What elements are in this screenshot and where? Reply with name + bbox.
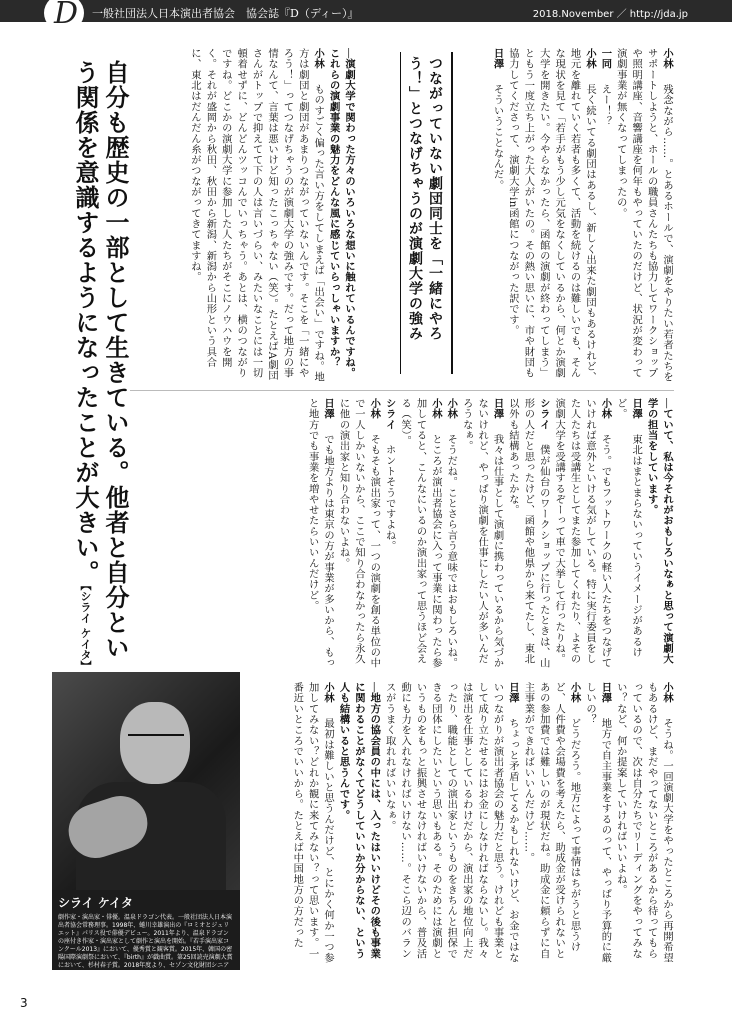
dialogue-text: ていて、私は今それがおもしろいなぁと思って演劇大学の担当をしています。 — [645, 398, 673, 665]
dialogue-paragraph — [551, 398, 613, 672]
callout-title: つながっていない劇団同士を「一緒にやろう！」とつなげちゃうのが演劇大学の強み — [407, 56, 443, 341]
logo-letter: D — [54, 0, 79, 31]
dialogue-paragraph — [458, 398, 504, 672]
dialogue-text: ところが演出者協会に入って事業に関わったら参加してると、こんなにいるのか演出家って思うほど会える（笑）。 — [399, 398, 442, 669]
dialogue-text: ものすごく偏った言い方をしてしまえば「出会い」ですね。地方は劇団と劇団があまりつながっていないんです。そこを「一緒にやろう！」ってつなげちゃうのが演劇大学の強みです。だって地方の事情なんて、言葉は悪いけど知ったこっちゃない（笑）。たとえばA劇団さんがトップで抑えてて下の人は言いづらい、みたいなことには一切頓着せずに、どんどんツッコんでいっちゃう。あとは、横のつながりですね。どこかの演劇大学に参加した人たちがそこにノウハウを開く。それが盛岡から秋田、秋田から新潟、新潟から山形という具合に、東北はだんだん糸がつながってきてますね。 — [188, 48, 325, 383]
dialogue-paragraph — [612, 48, 674, 386]
speaker-name: シライ — [537, 398, 550, 430]
speaker-name: シライ — [383, 398, 396, 430]
dialogue-text: でも地方よりは東京の方が事業が多いから、もっと地方でも事業を増やせたらいいんだけど。 — [306, 398, 335, 669]
dialogue-text: 地方の協会員の中には、入ったはいいけどその後も事業に関わることがなくてどうしていいか分からない、という人も結構いると思うんです。 — [337, 682, 381, 959]
section-top-mid — [130, 48, 356, 386]
dialogue-text: そもそも演出家って、一つの演劇を創る単位の中で一人しかいないから、ここで知り合わなかったら永久に他の演出家と知り合わないよね。 — [337, 398, 381, 669]
dialogue-text: 残念ながら……。とあるホールで、演劇をやりたい若者たちをサポートしようと、ホールの職員さんたちも協力してワークショップや照明講座、音響講座を何年もやっていたのだけど、状況が変わって演劇事業が無くなってしまったの。 — [614, 48, 673, 383]
dialogue-paragraph: ―地方の協会員の中には、入ったはいいけどその後も事業に関わることがなくてどうしていいか分からない、という人も結構いると思うんです。 — [337, 682, 381, 959]
speaker-name: 日澤 — [491, 48, 504, 70]
speaker-name: 小林 — [322, 682, 335, 704]
speaker-name: 小林 — [429, 398, 442, 420]
dialogue-paragraph — [443, 398, 458, 672]
speaker-name: 小林 — [568, 682, 581, 704]
publication-title: 一般社団法人日本演出者協会 協会誌『D（ディー）』 — [92, 7, 359, 20]
dialogue-text: そうね。一回演劇大学をやったところから再開希望もあるけど、まだやってないところがあるから待ってもらっているので、次は自分たちでリーディングをやってみない？など、何か提案していければいいよね。 — [614, 682, 673, 963]
page-header — [0, 0, 732, 31]
dialogue-text: そうだね。ことさら言う意味ではおもしろいね。 — [445, 433, 458, 669]
speaker-name: 小林 — [368, 398, 381, 420]
speaker-name: 小林 — [583, 48, 596, 70]
dialogue-text: 最初は難しいと思うんだけど、とにかく何か一つ参加してみない？どれか観に来てみない？って思います。一番近いところでいいから。たとえば中国地方の方だった — [291, 682, 335, 963]
dialogue-paragraph — [597, 48, 612, 386]
headline-text: 自分も歴史の一部として生きている。他者と自分という関係を意識するようになったことが大きい。 — [71, 60, 130, 660]
speaker-name: 日澤 — [630, 398, 643, 420]
dialogue-paragraph — [397, 398, 443, 672]
profile-caption — [52, 890, 240, 977]
profile-name: シライ ケイタ — [58, 896, 133, 910]
dialogue-paragraph — [381, 398, 396, 672]
dialogue-text: 演劇大学で関わった方々のいろいろな想いに触れているんですね。これらの演劇事業の魅力をどんな風に感じていらっしゃいますか？ — [327, 48, 355, 379]
date-url: 2018.November ／ http://jda.jp — [532, 9, 688, 20]
speaker-name: 日澤 — [491, 398, 504, 420]
speaker-name: 日澤 — [599, 682, 612, 704]
dialogue-text: 長く続いてる劇団はあるし、新しく出来た劇団もあるけれど、地元を離れていく若者も多くて、活動を続けるのは難しいでも、そんな現状を見て「若手がもう少し元気をなくしているから、何とか演劇大学を開きたい。今やらなかったら、函館の演劇が終わってしまう」ともう一度立ち上がった大人がいたの。その熱い思いに、市や財団も協力してくださって、演劇大学in函館につながった訳です。 — [506, 48, 596, 383]
profile-bio: 劇作家・演出家・俳優。温泉ドラゴン代表。一般社団法人日本演出者協会常務理事。1998年、蜷川幸雄演出の『ロミオとジュリエット』パリス役で俳優デビュー。2011年より、温泉ドラゴンの座付き作家・演出家として劇作と演出を開始。『若手演出家コンクール2013』において、優秀賞と観客賞。2015年、韓国の密陽国際演劇祭において、『birth』が戯曲賞。第25回読売演劇大賞において、杉村春子賞。2018年度より、セゾン文化財団シニアフェロー。 — [58, 914, 233, 977]
dialogue-text: 我々は仕事として演劇に携わっているから気づかないけれど、やっぱり演劇を仕事にしたい人が多いんだろうなぁ。 — [460, 398, 504, 669]
magazine-logo — [44, 0, 84, 32]
speaker-name: 小林 — [661, 682, 673, 704]
dialogue-paragraph — [520, 682, 582, 966]
photo-glasses-shape — [128, 734, 184, 746]
speaker-name: 小林 — [661, 48, 673, 70]
portrait-photo — [52, 672, 240, 892]
dialogue-text: 東北はまとまらないっていうイメージがあるけど。 — [614, 398, 643, 658]
dialogue-text: 僕が仙台のワークショップに行ったときは、山形の人だと思ったけど、函館や他県から来てたし、東北以外も結構あったかな。 — [506, 398, 550, 669]
dialogue-paragraph — [612, 398, 643, 672]
speaker-name: 日澤 — [322, 398, 335, 420]
dialogue-paragraph: ―ていて、私は今それがおもしろいなぁと思って演劇大学の担当をしています。 — [645, 398, 673, 665]
section-middle — [130, 398, 674, 672]
dialogue-paragraph — [505, 48, 597, 386]
page-number: 3 — [20, 996, 28, 1010]
dialogue-text: えー！？ — [599, 83, 612, 127]
dialogue-paragraph — [335, 398, 381, 672]
dialogue-text: どうだろう。地方によって事情はちがうと思うけど、人件費や会場費を考えたら、助成金が受けられないとあの参加費では難しいのが現状だね。助成金に頼らずに自主事業ができればいいんだけど……。 — [522, 682, 581, 959]
dialogue-paragraph — [505, 398, 551, 672]
dialogue-text: そういうことなんだ。 — [491, 83, 504, 191]
dialogue-paragraph — [489, 48, 504, 386]
pull-quote-headline — [60, 60, 130, 680]
section-bottom — [248, 682, 674, 966]
dialogue-text: 地方で自主事業をするのって、やっぱり予算的に厳しいの？ — [583, 682, 612, 963]
dialogue-paragraph — [304, 398, 335, 672]
speaker-name: 小林 — [445, 398, 458, 420]
dialogue-text: ホントそうですよね。 — [383, 444, 396, 552]
callout-box — [400, 52, 453, 374]
speaker-name: 一同 — [599, 48, 612, 70]
headline-attribution: 【シライ ケイタ】 — [79, 585, 92, 672]
dialogue-paragraph — [612, 682, 674, 966]
speaker-name: 日澤 — [506, 682, 519, 704]
dialogue-text: そう。でもフットワークの軽い人たちをつなげていければ意外といける気がしている。特に実行委員をした人たちは受講生としてまた参加してくれたり、よその演劇大学を受講するぞーって車で大挙して行ったりね。 — [553, 398, 612, 669]
dialogue-paragraph — [582, 682, 613, 966]
dialogue-paragraph: ―演劇大学で関わった方々のいろいろな想いに触れているんですね。これらの演劇事業の魅力をどんな風に感じていらっしゃいますか？ — [327, 48, 355, 379]
dialogue-paragraph — [381, 682, 520, 966]
section-divider — [130, 390, 674, 391]
dialogue-paragraph — [289, 682, 335, 966]
article-body — [58, 40, 674, 977]
speaker-name: 小林 — [312, 48, 325, 70]
speaker-name: 小林 — [599, 398, 612, 420]
dialogue-text: ちょっと矛盾してるかもしれないけど、お金ではないつながりが演出者協会の魅力だと思う。けれども事業として成り立たせるにはお金にしなければならないし。我々は演出を仕事としているわけだから、演出家の地位向上だったり、職能としての演出家というものをきちんと担保できる団体にしたいという思いもある。そのためには演劇というものをもっと振興させなければいけないから、普及活動にも力を入れなければいけない……。そこら辺のバランスがうまく取れればいいなぁ。 — [383, 682, 519, 963]
dialogue-paragraph — [187, 48, 326, 386]
